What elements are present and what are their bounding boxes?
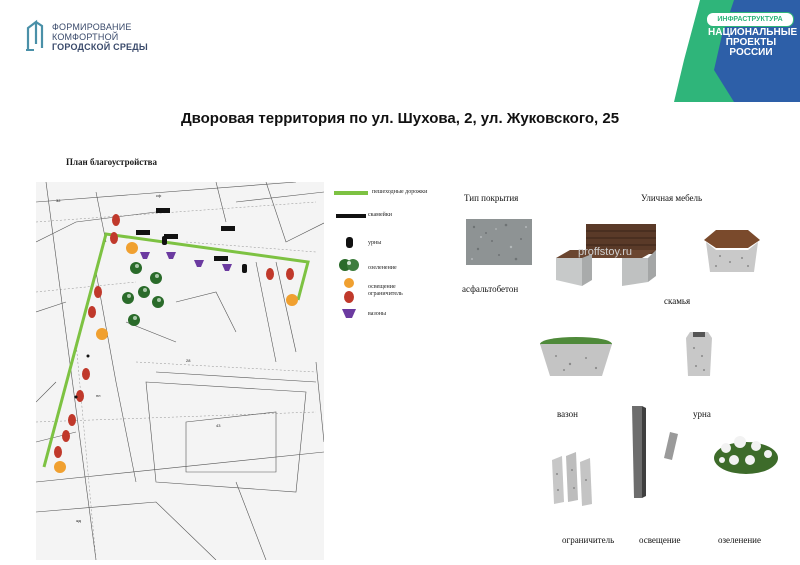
- bench-watermark: proffstoy.ru: [578, 246, 633, 258]
- asphalt-sample-image: [466, 219, 532, 265]
- logo-np-line-1: НАЦИОНАЛЬНЫЕ: [708, 27, 798, 38]
- logo-line-3: ГОРОДСКОЙ СРЕДЫ: [52, 42, 148, 52]
- legend-label-greenery: озеленение: [368, 265, 397, 271]
- logo-tag: ИНФРАСТРУКТУРА: [706, 12, 794, 27]
- light-legend-icon: [344, 278, 354, 288]
- vase-legend-icon: [342, 309, 356, 318]
- svg-text:жд: жд: [76, 518, 82, 523]
- furniture-header: Уличная мебель: [641, 193, 703, 203]
- svg-text:сф: сф: [156, 193, 162, 198]
- legend-label-urns: урны: [368, 240, 382, 246]
- legend-label-paths: пешеходные дорожки: [372, 189, 428, 195]
- legend-label-vases: вазоны: [368, 311, 386, 317]
- logo-line-1: ФОРМИРОВАНИЕ: [52, 22, 132, 32]
- svg-text:32: 32: [56, 198, 61, 203]
- surface-header: Тип покрытия: [464, 193, 519, 203]
- program-logo: [24, 16, 164, 60]
- logo-np-line-2: ПРОЕКТЫ: [725, 37, 777, 48]
- site-plan-drawing: [36, 182, 324, 560]
- urn-label: урна: [693, 409, 711, 419]
- bollard-image: [548, 450, 596, 506]
- logo-line-2: КОМФОРТНОЙ: [52, 32, 119, 42]
- shrub-legend-icon: [338, 258, 360, 272]
- legend-label-lights-bollards: освещение ограничитель: [368, 284, 403, 297]
- svg-text:пл: пл: [96, 393, 101, 398]
- stone-seat-image: [700, 226, 764, 276]
- svg-text:28: 28: [186, 358, 191, 363]
- building-icon: [24, 18, 46, 52]
- svg-text:43: 43: [216, 423, 221, 428]
- greenery-label: озеленение: [718, 535, 761, 545]
- site-plan-map: [36, 182, 324, 560]
- lighting-label: освещение: [639, 535, 681, 545]
- vase-image: [536, 334, 616, 380]
- asphalt-label: асфальтобетон: [462, 284, 519, 294]
- bench-legend-icon: [336, 214, 366, 218]
- plan-title: План благоустройства: [66, 157, 158, 167]
- urn-legend-icon: [346, 237, 353, 248]
- bollard-legend-icon: [344, 291, 354, 303]
- urn-image: [684, 328, 714, 378]
- path-legend-icon: [334, 191, 368, 195]
- bollard-label: ограничитель: [562, 535, 615, 545]
- vase-label: вазон: [557, 409, 578, 419]
- logo-np-line-3: РОССИИ: [729, 47, 773, 58]
- page-title: Дворовая территория по ул. Шухова, 2, ул. Жуковского, 25: [180, 110, 620, 127]
- bench-label: скамья: [664, 296, 691, 306]
- national-projects-logo: [674, 0, 800, 102]
- greenery-image: [712, 430, 780, 476]
- lighting-image: [628, 404, 684, 500]
- legend-label-benches: скамейки: [368, 212, 392, 218]
